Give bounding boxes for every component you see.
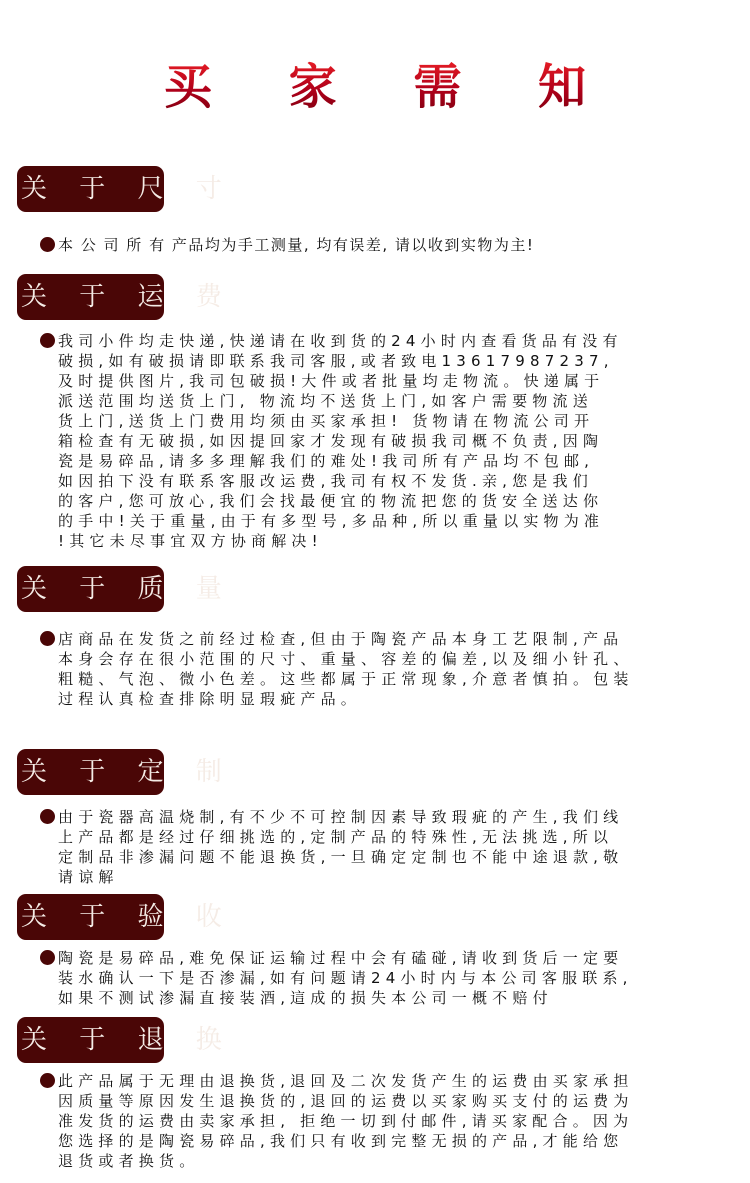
section-body-inspection [40, 948, 750, 1008]
bullet-icon [40, 333, 55, 348]
section-body-shipping [40, 331, 750, 551]
body-line: 派送范围均送货上门, 物流均不送货上门,如客户需要物流送 [58, 392, 593, 410]
body-line: 如果不测试渗漏直接装酒,這成的损失本公司一概不赔付 [58, 989, 553, 1007]
body-line: 定制品非渗漏问题不能退换货,一旦确定定制也不能中途退款,敬 [58, 848, 624, 866]
body-line: 箱检查有无破损,如因提回家才发现有破损我司概不负责,因陶 [58, 432, 604, 450]
section-heading-shipping: 关 于 运 费 [17, 274, 164, 320]
body-line: 上产品都是经过仔细挑选的,定制产品的特殊性,无法挑选,所以 [58, 828, 614, 846]
body-line: 准发货的运费由卖家承担, 拒绝一切到付邮件,请买家配合。因为 [58, 1112, 634, 1130]
body-line: 如因拍下没有联系客服改运费,我司有权不发货.亲,您是我们 [58, 472, 593, 490]
section-body-returns [40, 1071, 750, 1171]
body-line: 店商品在发货之前经过检查,但由于陶瓷产品本身工艺限制,产品 [58, 630, 624, 648]
body-line: 本 公 司 所 有 产品均为手工测量, 均有误差, 请以收到实物为主! [58, 236, 535, 254]
section-body-customization [40, 807, 750, 887]
body-line: 我司小件均走快递,快递请在收到货的24小时内查看货品有没有 [58, 332, 623, 350]
body-line: 因质量等原因发生退换货的,退回的运费以买家购买支付的运费为 [58, 1092, 634, 1110]
body-line: 此产品属于无理由退换货,退回及二次发货产生的运费由买家承担 [58, 1072, 634, 1090]
body-line: 退货或者换货。 [58, 1152, 200, 1170]
bullet-icon [40, 950, 55, 965]
body-line: 的手中!关于重量,由于有多型号,多品种,所以重量以实物为准 [58, 512, 605, 530]
section-heading-size: 关 于 尺 寸 [17, 166, 164, 212]
body-line: 装水确认一下是否渗漏,如有问题请24小时内与本公司客服联系, [58, 969, 633, 987]
section-heading-inspection: 关 于 验 收 [17, 894, 164, 940]
bullet-icon [40, 237, 55, 252]
body-line: 过程认真检查排除明显瑕疵产品。 [58, 690, 362, 708]
page-title: 买 家 需 知 [0, 48, 750, 117]
body-line: 由于瓷器高温烧制,有不少不可控制因素导致瑕疵的产生,我们线 [58, 808, 624, 826]
body-line: 货上门,送货上门费用均须由买家承担! 货物请在物流公司开 [58, 412, 595, 430]
section-heading-quality: 关 于 质 量 [17, 566, 164, 612]
section-body-size [40, 235, 750, 255]
body-line: 的客户,您可放心,我们会找最便宜的物流把您的货安全送达你 [58, 492, 604, 510]
body-line: 陶瓷是易碎品,难免保证运输过程中会有磕碰,请收到货后一定要 [58, 949, 624, 967]
section-heading-customization: 关 于 定 制 [17, 749, 164, 795]
body-line: !其它未尽事宜双方协商解决! [58, 532, 323, 550]
body-line: 请谅解 [58, 868, 119, 886]
body-line: 本身会存在很小范围的尺寸、重量、容差的偏差,以及细小针孔、 [58, 650, 634, 668]
body-line: 瓷是易碎品,请多多理解我们的难处!我司所有产品均不包邮, [58, 452, 595, 470]
body-line: 破损,如有破损请即联系我司客服,或者致电13617987237, [58, 352, 614, 370]
section-body-quality [40, 629, 750, 709]
body-line: 粗糙、气泡、微小色差。这些都属于正常现象,介意者慎拍。包装 [58, 670, 634, 688]
bullet-icon [40, 1073, 55, 1088]
bullet-icon [40, 631, 55, 646]
section-heading-returns: 关 于 退 换 [17, 1017, 164, 1063]
bullet-icon [40, 809, 55, 824]
body-line: 及时提供图片,我司包破损!大件或者批量均走物流。快递属于 [58, 372, 605, 390]
body-line: 您选择的是陶瓷易碎品,我们只有收到完整无损的产品,才能给您 [58, 1132, 624, 1150]
